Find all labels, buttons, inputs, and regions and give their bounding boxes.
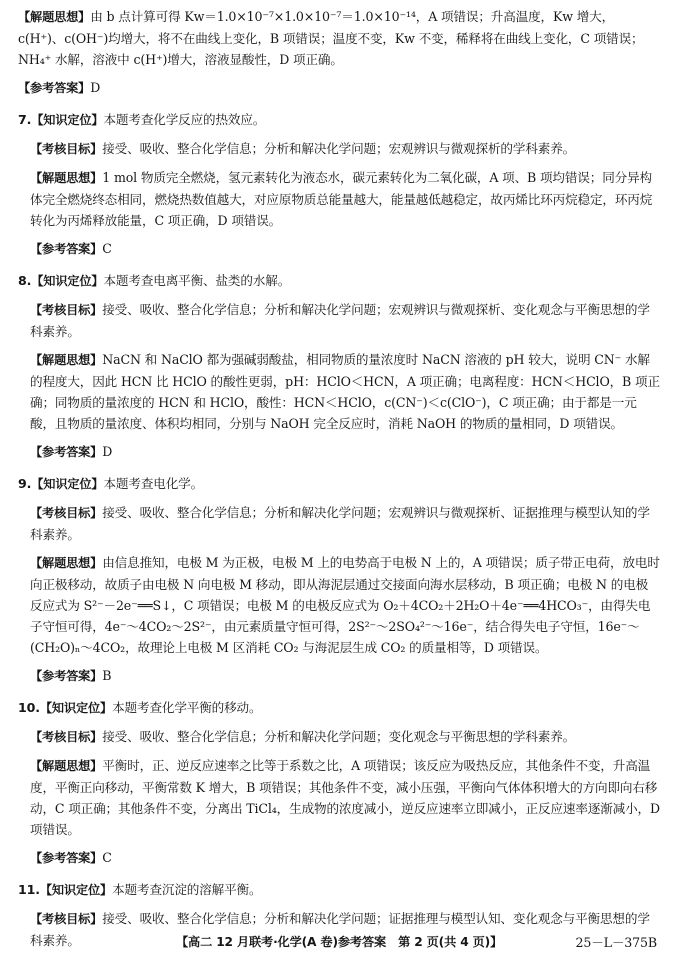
q11-knowledge-paragraph: [18, 879, 660, 901]
q10-knowledge-paragraph: [18, 697, 660, 719]
q7-goal-paragraph: [18, 138, 660, 160]
q7-knowledge-paragraph: [18, 109, 660, 131]
answer-letter: B: [102, 668, 112, 683]
section-text: 由 b 点计算可得 Kw＝1.0×10⁻⁷×1.0×10⁻⁷＝1.0×10⁻¹⁴，A 项错误；升高温度，Kw 增大，c(H⁺)、c(OH⁻)均增大，将不在曲线上变化，B 项错误；温度不变，Kw 不变，稀释将在曲线上变化，C 项错误；NH₄⁺ 水解，溶液中 c(H⁺)增大，溶液显酸性，D 项正确。: [18, 9, 644, 67]
section-label: 【知识定位】: [31, 113, 104, 127]
section-label: 【知识定位】: [31, 477, 104, 491]
q10-analysis-paragraph: [18, 755, 660, 840]
question-number: 7.: [18, 112, 32, 127]
answer-letter: D: [90, 80, 101, 95]
footer-title: 【高二 12 月联考·化学(A 卷)参考答案 第 2 页(共 4 页)】: [176, 935, 503, 949]
q10-answer-paragraph: [18, 847, 660, 869]
section-text: 接受、吸收、整合化学信息；分析和解决化学问题；宏观辨识与微观探析、证据推理与模型认知的学科素养。: [30, 505, 650, 542]
section-text: 接受、吸收、整合化学信息；分析和解决化学问题；宏观辨识与微观探析、变化观念与平衡思想的学科素养。: [30, 302, 650, 339]
section-label: 【考核目标】: [30, 730, 103, 744]
section-text: 接受、吸收、整合化学信息；分析和解决化学问题；变化观念与平衡思想的学科素养。: [102, 729, 576, 744]
q8-knowledge-paragraph: [18, 270, 660, 292]
question-number: 8.: [18, 273, 32, 288]
q8-goal-paragraph: [18, 299, 660, 342]
page-content: [18, 6, 660, 958]
section-label: 【知识定位】: [39, 701, 113, 715]
section-label: 【考核目标】: [30, 912, 103, 926]
section-label: 【参考答案】: [30, 669, 103, 683]
q8-answer-paragraph: [18, 441, 660, 463]
section-label: 【解题思想】: [30, 171, 103, 185]
section-text: 本题考查电化学。: [103, 476, 204, 491]
section-text: 本题考查化学反应的热效应。: [103, 112, 266, 127]
answer-letter: C: [102, 850, 112, 865]
section-text: 1 mol 物质完全燃烧，氢元素转化为液态水，碳元素转化为二氧化碳，A 项、B 项均错误；同分异构体完全燃烧终态相同，燃烧热数值越大，对应原物质总能量越大，能量越低越稳定，故丙烯比环丙烷稳定，环丙烷转化为丙烯释放能量，C 项正确，D 项错误。: [30, 170, 653, 228]
section-label: 【知识定位】: [39, 883, 113, 897]
question-number: 9.: [18, 476, 32, 491]
section-text: NaCN 和 NaClO 都为强碱弱酸盐，相同物质的量浓度时 NaCN 溶液的 pH 较大，说明 CN⁻ 水解的程度大，因此 HCN 比 HClO 的酸性更弱，pH：HClO＜HCN，A 项正确；电离程度：HCN＜HClO，B 项正确；同物质的量浓度的 HCN 和 HClO，酸性：HCN＜HClO，c(CN⁻)＜c(ClO⁻)，C 项正确；由于都是一元酸，且物质的量浓度、体积均相同，分别与 NaOH 完全反应时，消耗 NaOH 的物质的量相同，D 项错误。: [30, 352, 660, 431]
section-label: 【解题思想】: [30, 353, 103, 367]
section-label: 【参考答案】: [30, 851, 103, 865]
section-label: 【参考答案】: [18, 81, 91, 95]
answer-letter: C: [102, 241, 112, 256]
q6-answer-paragraph: [18, 77, 660, 99]
q8-analysis-paragraph: [18, 349, 660, 434]
section-text: 本题考查化学平衡的移动。: [112, 700, 262, 715]
section-label: 【考核目标】: [30, 506, 103, 520]
page-footer: [0, 932, 677, 954]
q9-goal-paragraph: [18, 502, 660, 545]
section-label: 【解题思想】: [30, 556, 103, 570]
section-text: 平衡时，正、逆反应速率之比等于系数之比，A 项错误；该反应为吸热反应，其他条件不变，升高温度，平衡正向移动，平衡常数 K 增大，B 项错误；其他条件不变，减小压强，平衡向气体体积增大的方向即向右移动，C 项正确；其他条件不变，分离出 TiCl₄，生成物的浓度减小，逆反应速率立即减小，正反应速率逐渐减小，D 项错误。: [30, 758, 660, 837]
question-number: 11.: [18, 882, 40, 897]
section-text: 接受、吸收、整合化学信息；分析和解决化学问题；宏观辨识与微观探析的学科素养。: [102, 141, 576, 156]
section-label: 【考核目标】: [30, 303, 103, 317]
q9-answer-paragraph: [18, 665, 660, 687]
answer-letter: D: [102, 444, 113, 459]
section-label: 【知识定位】: [31, 274, 104, 288]
section-label: 【考核目标】: [30, 142, 103, 156]
question-number: 10.: [18, 700, 40, 715]
q7-answer-paragraph: [18, 238, 660, 260]
section-text: 接受、吸收、整合化学信息；分析和解决化学问题；证据推理与模型认知、变化观念与平衡思想的学科素养。: [30, 911, 650, 948]
q6-analysis-paragraph: [18, 6, 660, 70]
section-text: 本题考查沉淀的溶解平衡。: [112, 882, 262, 897]
section-text: 由信息推知，电极 M 为正极，电极 M 上的电势高于电极 N 上的，A 项错误；质子带正电荷，放电时向正极移动，故质子由电极 N 向电极 M 移动，即从海泥层通过交接面向海水层移动，B 项正确；电极 N 的电极反应式为 S²⁻－2e⁻══S↓，C 项错误；电极 M 的电极反应式为 O₂＋4CO₂＋2H₂O＋4e⁻══4HCO₃⁻，由得失电子守恒可得，4e⁻～4CO₂～2S²⁻，由元素质量守恒可得，2S²⁻～2SO₄²⁻～16e⁻，结合得失电子守恒，16e⁻～(CH₂O)ₙ～4CO₂，故理论上电极 M 区消耗 CO₂ 与海泥层生成 CO₂ 的质量相等，D 项错误。: [30, 555, 660, 655]
section-label: 【解题思想】: [30, 759, 103, 773]
section-label: 【参考答案】: [30, 242, 103, 256]
section-label: 【参考答案】: [30, 445, 103, 459]
q7-analysis-paragraph: [18, 167, 660, 231]
q9-knowledge-paragraph: [18, 473, 660, 495]
q9-analysis-paragraph: [18, 552, 660, 658]
section-label: 【解题思想】: [18, 10, 91, 24]
footer-code: 25－L－375B: [575, 935, 657, 950]
q10-goal-paragraph: [18, 726, 660, 748]
section-text: 本题考查电离平衡、盐类的水解。: [103, 273, 291, 288]
